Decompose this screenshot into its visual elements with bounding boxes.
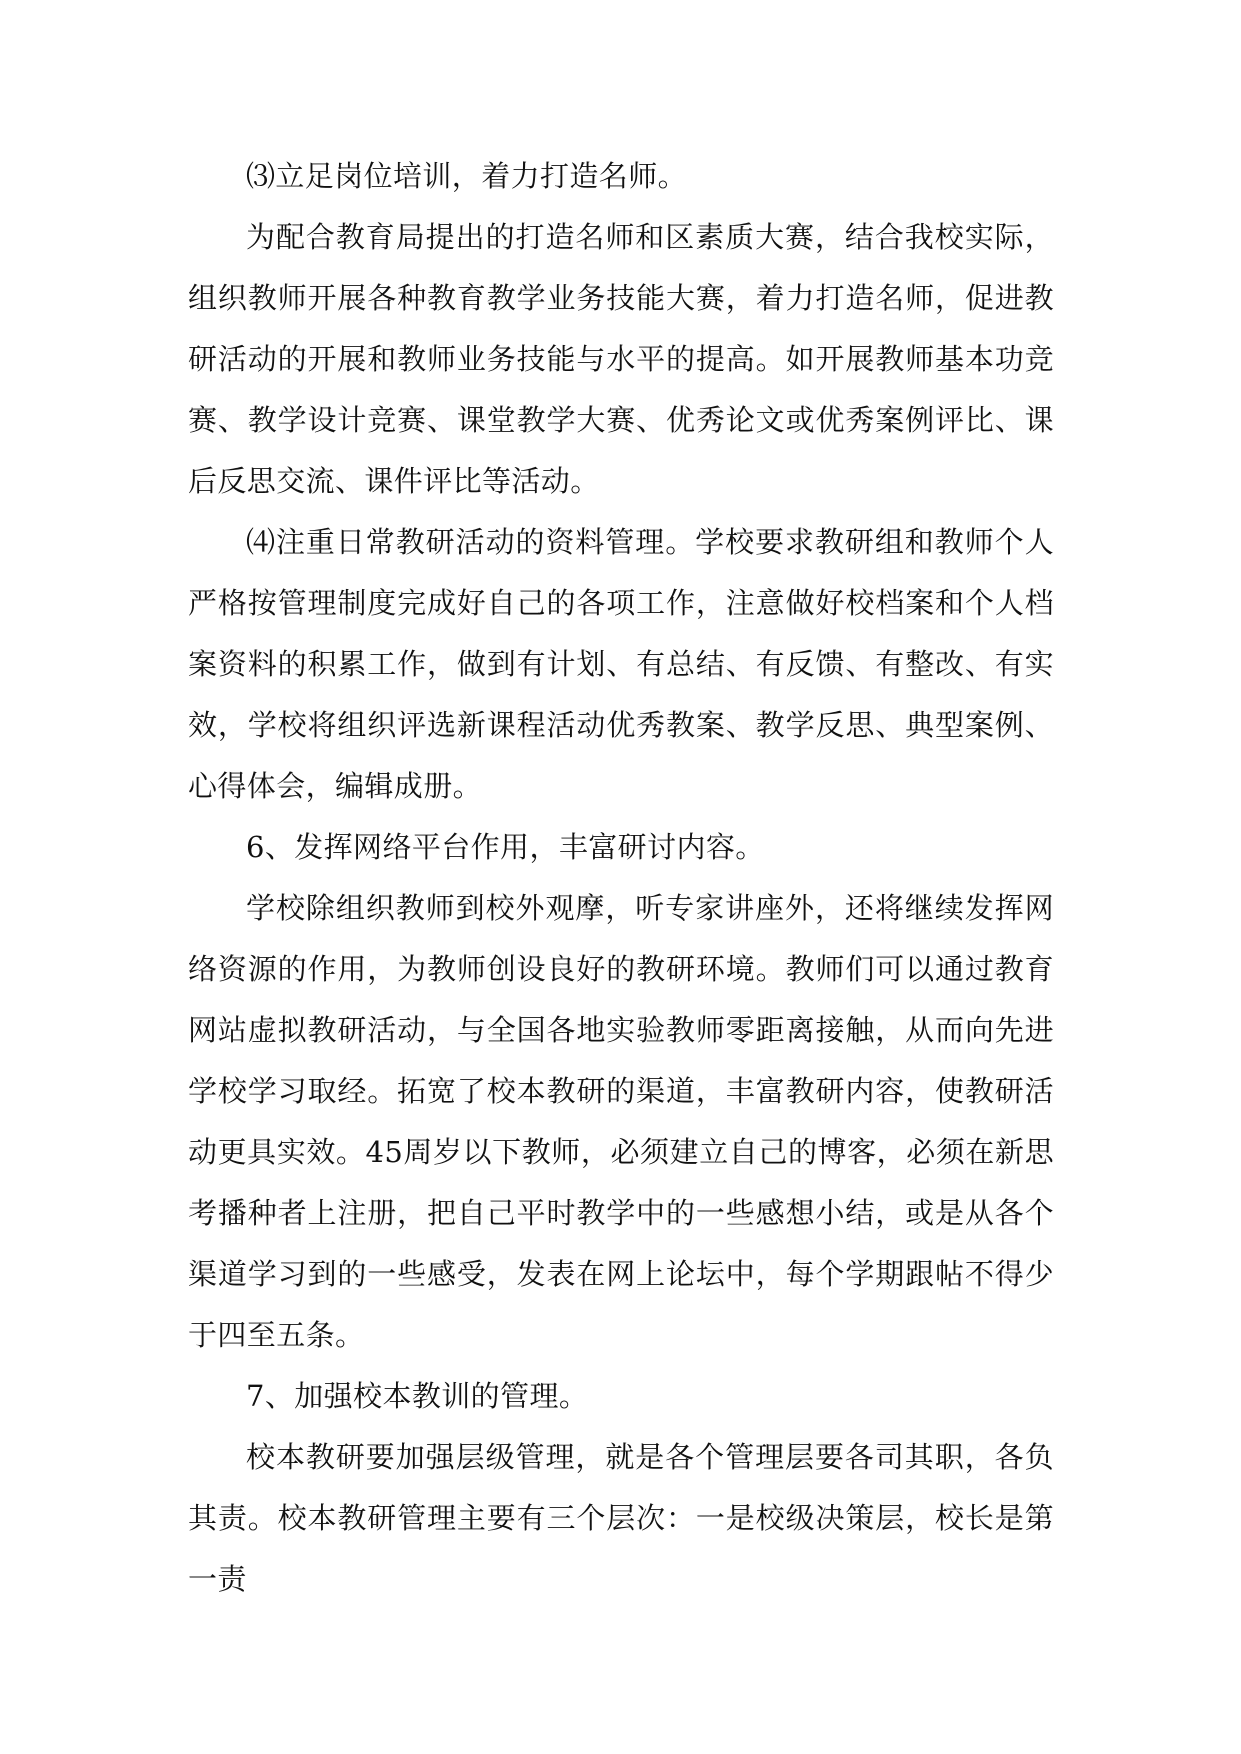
paragraph-network-resources: 学校除组织教师到校外观摩，听专家讲座外，还将继续发挥网络资源的作用，为教师创设良好的教研环境。教师们可以通过教育网站虚拟教研活动，与全国各地实验教师零距离接触，从而向先进学校学习取经。拓宽了校本教研的渠道，丰富教研内容，使教研活动更具实效。45周岁以下教师，必须建立自己的博客，必须在新思考播种者上注册，把自己平时教学中的一些感想小结，或是从各个渠道学习到的一些感受，发表在网上论坛中，每个学期跟帖不得少于四至五条。 (188, 891, 1054, 1352)
paragraph-layered-management: 校本教研要加强层级管理，就是各个管理层要各司其职，各负其责。校本教研管理主要有三个层次：一是校级决策层，校长是第一责 (188, 1440, 1054, 1596)
document-body (188, 146, 1054, 1610)
paragraph-3-training: ⑶立足岗位培训，着力打造名师。 (246, 159, 688, 193)
heading-7-management: 7、加强校本教训的管理。 (246, 1379, 589, 1413)
paragraph-teacher-competitions: 为配合教育局提出的打造名师和区素质大赛，结合我校实际，组织教师开展各种教育教学业务技能大赛，着力打造名师，促进教研活动的开展和教师业务技能与水平的提高。如开展教师基本功竞赛、教学设计竞赛、课堂教学大赛、优秀论文或优秀案例评比、课后反思交流、课件评比等活动。 (188, 220, 1054, 498)
heading-6-network: 6、发挥网络平台作用，丰富研讨内容。 (246, 830, 765, 864)
paragraph-4-records: ⑷注重日常教研活动的资料管理。学校要求教研组和教师个人严格按管理制度完成好自己的各项工作，注意做好校档案和个人档案资料的积累工作，做到有计划、有总结、有反馈、有整改、有实效，学校将组织评选新课程活动优秀教案、教学反思、典型案例、心得体会，编辑成册。 (188, 525, 1054, 803)
